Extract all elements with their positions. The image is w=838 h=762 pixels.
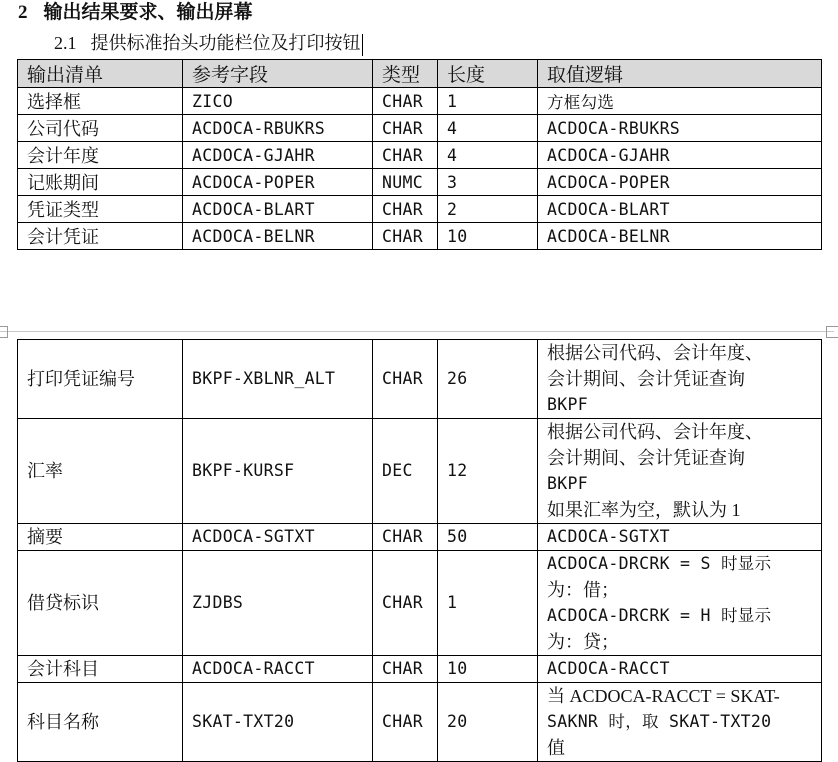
cell-output-name: 会计科目	[18, 656, 183, 683]
output-field-table-continued	[17, 339, 822, 762]
cell-type: CHAR	[373, 683, 438, 762]
table-row	[18, 551, 822, 656]
logic-line: ACDOCA-DRCRK = S 时显示	[547, 554, 772, 573]
cell-type: CHAR	[373, 196, 438, 223]
logic-line: 根据公司代码、会计年度、	[547, 422, 763, 442]
page-corner-mark-right	[826, 326, 838, 338]
cell-output-name: 会计凭证	[18, 223, 183, 250]
cell-output-name: 公司代码	[18, 115, 183, 142]
column-header-length: 长度	[438, 60, 538, 88]
cell-length: 10	[438, 223, 538, 250]
table-row	[18, 223, 822, 250]
logic-line: 会计期间、会计凭证查询	[547, 369, 745, 389]
subsection-heading	[54, 29, 363, 57]
table-row	[18, 196, 822, 223]
cell-ref-field: ACDOCA-SGTXT	[183, 524, 373, 551]
logic-line: ACDOCA-DRCRK = H 时显示	[547, 606, 772, 625]
column-header-field: 参考字段	[183, 60, 373, 88]
table-row	[18, 115, 822, 142]
logic-line: 值	[547, 738, 565, 758]
cell-type: CHAR	[373, 551, 438, 656]
table-row	[18, 683, 822, 762]
table-header-row	[18, 60, 822, 88]
cell-output-name: 摘要	[18, 524, 183, 551]
column-header-type: 类型	[373, 60, 438, 88]
cell-output-name: 凭证类型	[18, 196, 183, 223]
section-number: 2	[18, 2, 28, 23]
cell-type: CHAR	[373, 88, 438, 115]
table-row	[18, 88, 822, 115]
cell-output-name: 科目名称	[18, 683, 183, 762]
section-title: 输出结果要求、输出屏幕	[43, 2, 253, 23]
logic-line: ACDOCA-RACCT	[547, 659, 670, 678]
cell-length: 10	[438, 656, 538, 683]
cell-output-name: 会计年度	[18, 142, 183, 169]
page-break-line	[0, 331, 834, 332]
cell-ref-field: ACDOCA-POPER	[183, 169, 373, 196]
cell-type: NUMC	[373, 169, 438, 196]
output-field-table-header-section	[17, 59, 822, 250]
cell-ref-field: ACDOCA-BELNR	[183, 223, 373, 250]
cell-ref-field: ACDOCA-BLART	[183, 196, 373, 223]
cell-logic: ACDOCA-POPER	[538, 169, 822, 196]
cell-logic: ACDOCA-GJAHR	[538, 142, 822, 169]
cell-ref-field: ZJDBS	[183, 551, 373, 656]
cell-ref-field: ACDOCA-GJAHR	[183, 142, 373, 169]
table-row	[18, 142, 822, 169]
cell-logic: ACDOCA-BLART	[538, 196, 822, 223]
cell-length: 50	[438, 524, 538, 551]
cell-output-name: 打印凭证编号	[18, 340, 183, 419]
cell-output-name: 记账期间	[18, 169, 183, 196]
logic-line: 会计期间、会计凭证查询	[547, 448, 745, 468]
cell-type: CHAR	[373, 115, 438, 142]
column-header-logic: 取值逻辑	[538, 60, 822, 88]
cell-ref-field: ACDOCA-RACCT	[183, 656, 373, 683]
cell-length: 4	[438, 142, 538, 169]
cell-logic	[538, 524, 822, 551]
cell-logic	[538, 683, 822, 762]
cell-type: DEC	[373, 419, 438, 524]
subsection-number: 2.1	[54, 33, 77, 53]
cell-logic	[538, 551, 822, 656]
text-cursor	[362, 34, 363, 56]
section-heading	[18, 0, 253, 26]
cell-length: 1	[438, 88, 538, 115]
cell-ref-field: BKPF-XBLNR_ALT	[183, 340, 373, 419]
cell-ref-field: ACDOCA-RBUKRS	[183, 115, 373, 142]
table-row	[18, 419, 822, 524]
cell-type: CHAR	[373, 524, 438, 551]
cell-ref-field: ZICO	[183, 88, 373, 115]
table-row	[18, 656, 822, 683]
logic-line: 为：贷；	[547, 632, 619, 652]
cell-length: 20	[438, 683, 538, 762]
cell-ref-field: BKPF-KURSF	[183, 419, 373, 524]
cell-ref-field: SKAT-TXT20	[183, 683, 373, 762]
cell-output-name: 借贷标识	[18, 551, 183, 656]
cell-type: CHAR	[373, 142, 438, 169]
column-header-output: 输出清单	[18, 60, 183, 88]
logic-line: 如果汇率为空，默认为 1	[547, 500, 741, 520]
cell-logic	[538, 340, 822, 419]
cell-type: CHAR	[373, 223, 438, 250]
cell-logic	[538, 419, 822, 524]
cell-length: 26	[438, 340, 538, 419]
cell-logic: ACDOCA-BELNR	[538, 223, 822, 250]
cell-logic: 方框勾选	[538, 88, 822, 115]
cell-logic	[538, 656, 822, 683]
logic-line: 为：借；	[547, 580, 619, 600]
subsection-title: 提供标准抬头功能栏位及打印按钮	[90, 33, 361, 53]
logic-line: BKPF	[547, 474, 588, 493]
logic-line: SAKNR 时，取 SKAT-TXT20	[547, 712, 772, 731]
cell-length: 2	[438, 196, 538, 223]
table-row	[18, 340, 822, 419]
table-row	[18, 524, 822, 551]
logic-line: BKPF	[547, 395, 588, 414]
cell-length: 4	[438, 115, 538, 142]
table-row	[18, 169, 822, 196]
cell-length: 3	[438, 169, 538, 196]
page-corner-mark-left	[0, 326, 8, 338]
cell-type: CHAR	[373, 340, 438, 419]
logic-line: ACDOCA-SGTXT	[547, 527, 670, 546]
cell-length: 12	[438, 419, 538, 524]
cell-output-name: 选择框	[18, 88, 183, 115]
logic-line: 当 ACDOCA-RACCT = SKAT-	[547, 686, 780, 706]
logic-line: 根据公司代码、会计年度、	[547, 343, 763, 363]
cell-type: CHAR	[373, 656, 438, 683]
cell-output-name: 汇率	[18, 419, 183, 524]
cell-logic: ACDOCA-RBUKRS	[538, 115, 822, 142]
cell-length: 1	[438, 551, 538, 656]
